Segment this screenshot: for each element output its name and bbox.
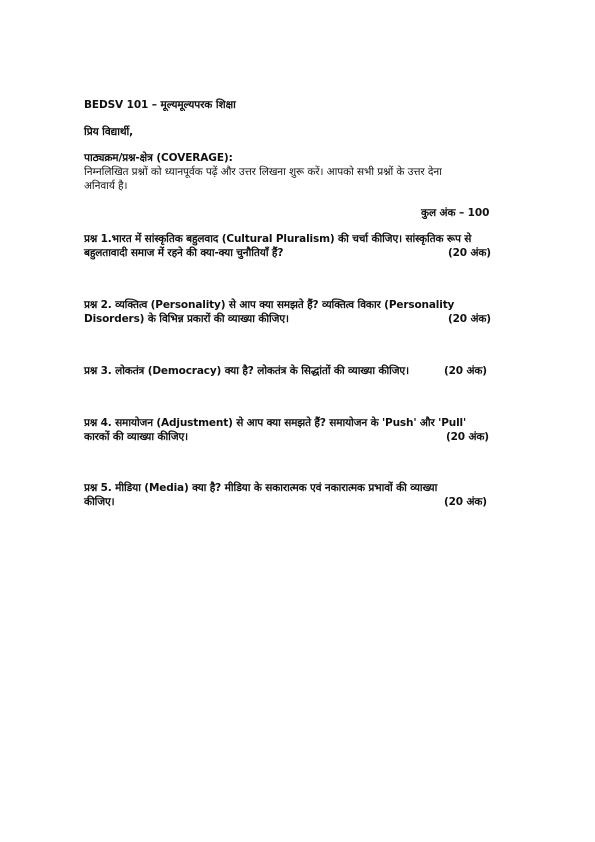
- question-4-line-2-text: कारकों की व्याख्या कीजिए।: [84, 431, 188, 443]
- question-1-marks: (20 अंक): [448, 247, 491, 259]
- question-4-line-2: [84, 430, 504, 444]
- question-1: [84, 232, 504, 260]
- question-3-line-1: [84, 364, 504, 378]
- instructions-line-1: निम्नलिखित प्रश्नों को ध्यानपूर्वक पढ़ें और उत्तर लिखना शुरू करें। आपको सभी प्रश्नों के उत्तर देना: [84, 166, 442, 178]
- coverage-label: पाठ्यक्रम/प्रश्न-क्षेत्र (COVERAGE):: [84, 152, 233, 164]
- question-3-line-1-text: प्रश्न 3. लोकतंत्र (Democracy) क्या है? लोकतंत्र के सिद्धांतों की व्याख्या कीजिए।: [84, 365, 409, 377]
- question-4-marks: (20 अंक): [446, 431, 489, 443]
- instructions-line-2: अनिवार्य है।: [84, 180, 128, 192]
- question-5-marks: (20 अंक): [444, 496, 487, 508]
- question-5-line-2: [84, 495, 504, 509]
- question-2-line-2-text: Disorders) के विभिन्न प्रकारों की व्याख्या कीजिए।: [84, 313, 289, 325]
- question-4-line-1: प्रश्न 4. समायोजन (Adjustment) से आप क्या समझते हैं? समायोजन के 'Push' और 'Pull': [84, 417, 467, 429]
- question-2-line-2: [84, 312, 504, 326]
- total-marks: कुल अंक – 100: [421, 207, 490, 219]
- question-1-line-2-text: बहुलतावादी समाज में रहने की क्या-क्या चुनौतियाँ हैं?: [84, 247, 284, 259]
- question-1-line-2: [84, 246, 504, 260]
- question-3-marks: (20 अंक): [444, 365, 487, 377]
- question-2: [84, 298, 504, 326]
- question-1-line-1: प्रश्न 1.भारत में सांस्कृतिक बहुलवाद (Cultural Pluralism) की चर्चा कीजिए। सांस्कृतिक रूप से: [84, 233, 472, 245]
- question-3: [84, 364, 504, 378]
- greeting: प्रिय विद्यार्थी,: [84, 126, 134, 138]
- question-5-line-2-text: कीजिए।: [84, 496, 115, 508]
- question-5-line-1: प्रश्न 5. मीडिया (Media) क्या है? मीडिया के सकारात्मक एवं नकारात्मक प्रभावों की व्याख्या: [84, 482, 438, 494]
- question-2-marks: (20 अंक): [448, 313, 491, 325]
- question-5: [84, 481, 504, 509]
- course-title: BEDSV 101 – मूल्यमूल्यपरक शिक्षा: [84, 99, 236, 111]
- question-4: [84, 416, 504, 444]
- question-2-line-1: प्रश्न 2. व्यक्तित्व (Personality) से आप क्या समझते हैं? व्यक्तित्व विकार (Personality: [84, 299, 455, 311]
